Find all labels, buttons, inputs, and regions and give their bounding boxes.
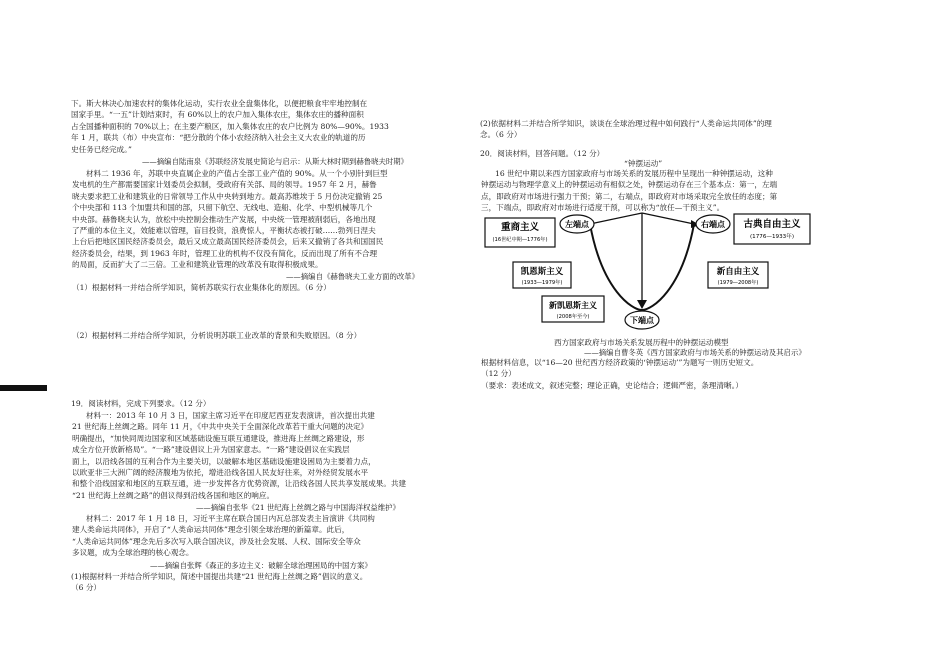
label-neoliberalism: 新自由主义: [716, 267, 760, 277]
question-19-material-two: 材料二：2017 年 1 月 18 日，习近平主席在联合国日内瓦总部发表主旨演讲《共同构 建人类命运共同体》，开启了“人类命运共同体”理念引领全球治理的新篇章。此后， “人类命运共同体”理念先后多次写入联合国决议，涉及社会发展、人权、国际安全等众 多议题，成为全球治理的核心观念。: [72, 514, 375, 558]
material-two-source: ——摘编自《赫鲁晓夫工业方面的改革》: [286, 272, 420, 281]
label-mercantilism: 重商主义: [500, 222, 540, 233]
label-left-point: 左端点: [565, 220, 589, 229]
material-two-text: 材料二 1936 年，苏联中央直属企业的产值占全部工业产值的 90%。从一个小别针到巨型 发电机的生产都需要国家计划委员会拟制，受政府有关部、局的领导。1957 年 2 月，赫鲁 晓夫要求把工业和建筑业的日常领导工作从中央转到地方。最高苏维埃于 5 月份决定撤销 25 个中央部和 113 个加盟共和国的部，只留下航空、无线电、造船、化学、中型机械等几个 中央部。赫鲁晓夫认为，放松中央控制会推动生产发展，中央统一管理被削弱后，各地出现 了严重的本位主义，效能难以管理，盲目投资，浪费惊人，平衡状态被打破……勃列日涅夫 上台后把地区国民经济委员会，最后又成立最高国民经济委员会，后来又撤销了各共和国国民 经济委员会，结果，到 1963 年时，管理工业的机构不仅没有简化，反而出现了所有不合理 的局面，反而扩大了二三倍。工业和建筑业管理的改革没有取得积极成果。: [72, 169, 388, 270]
material-one-source: ——摘编自陆南泉《苏联经济发展史简论与启示：从斯大林时期到赫鲁晓夫时期》: [142, 157, 409, 166]
label-classical-liberalism: 古典自由主义: [743, 219, 801, 230]
arrow-down-icon: [637, 300, 647, 309]
label-classical-period: (1776—1933年): [749, 234, 795, 240]
diagram-caption: 西方国家政府与市场关系发展历程中的钟摆运动模型: [554, 338, 729, 347]
question-20-prompt: 根据材料信息，以“16—20 世纪西方经济政策的‘钟摆运动’”为题写一则历史短文。 （12 分） （要求：表述成文，叙述完整；理论正确，史论结合；逻辑严密，条理清晰。）: [481, 358, 759, 390]
label-mercantilism-period: (16世纪中期—1776年): [492, 237, 548, 243]
label-new-keynesianism-period: (2008年至今): [556, 314, 590, 320]
question-20-material-title: “钟摆运动”: [624, 159, 663, 168]
question-20-title: 20．阅读材料，回答问题。（12 分）: [480, 149, 605, 158]
question-19-2: (2)依据材料二并结合所学知识，谈谈在全球治理过程中如何践行“人类命运共同体”的理 念。（6 分）: [480, 119, 772, 140]
diagram-caption-source: ——摘编自曹冬英《西方国家政府与市场关系的钟摆运动及其启示》: [584, 348, 806, 357]
label-bottom-point: 下端点: [630, 316, 654, 325]
label-keynesianism-period: (1933—1979年): [521, 280, 563, 286]
label-right-point: 右端点: [701, 220, 725, 229]
question-19-material-one: 材料一：2013 年 10 月 3 日，国家主席习近平在印度尼西亚发表演讲，首次提出共建 21 世纪海上丝绸之路。同年 11 月，《中共中央关于全面深化改革若干重大问题的决定》 明确提出，“加快同周边国家和区域基础设施互联互通建设，推进海上丝绸之路建设，形 成全方位开放新格局”。“一路”建设倡议上升为国家意志。“一路”建设倡议在实践层 面上，以沿线各国的互利合作为主要关切，以破解本地区基础设施建设困局为主要着力点， 以欧亚非三大洲广阔的经济腹地为依托，增进沿线各国人民友好往来，对外经贸发展水平 和整个沿线国家和地区的互联互通，进一步发挥各方优势资源，让沿线各国人民共享发展成果。共建 “21 世纪海上丝绸之路”的倡议得到沿线各国和地区的响应。: [72, 411, 407, 500]
material-one-text: 下。斯大林决心加速农村的集体化运动，实行农业全盘集体化，以便把粮食牢牢地控制在 国家手里。“一五”计划结束时，有 60%以上的农户加入集体农庄，集体农庄的播种面积 占全国播种面积的 70%以上；在主要产粮区，加入集体农庄的农户比例为 80%—90%。1933 年 1 月，联共（布）中央宣布：“把分散的个体小农经济纳入社会主义大农业的轨道的历 史任务已经完成。”: [71, 99, 389, 154]
label-new-keynesianism: 新凯恩斯主义: [549, 301, 597, 310]
pendulum-line-right: [642, 213, 694, 224]
question-18-1: （1）根据材料一并结合所学知识，简析苏联实行农业集体化的原因。（6 分）: [72, 283, 331, 292]
question-19-material-one-source: ——摘编自张华《21 世纪海上丝绸之路与中国海洋权益维护》: [196, 503, 400, 512]
question-20-material-text: 16 世纪中期以来西方国家政府与市场关系的发展历程中呈现出一种钟摆运动，这种 钟摆运动与物理学意义上的钟摆运动有相似之处，钟摆运动存在三个基本点：第一，左端 点，即政府对市场进行强力干预；第二，右端点，即政府对市场采取完全放任的态度；第 三，下端点，即政府对市场进行适度干预，可以称为“放任—干预主义”。: [481, 169, 778, 213]
pendulum-diagram: [482, 210, 822, 335]
margin-bar: [0, 385, 47, 391]
pendulum-line-left: [590, 213, 642, 224]
question-19-title: 19．阅读材料，完成下列要求。（12 分）: [71, 399, 211, 408]
question-19-material-two-source: ——摘编自张辉《森正的多边主义：破解全球治理困局的中国方案》: [150, 561, 372, 570]
label-keynesianism: 凯恩斯主义: [520, 267, 564, 277]
label-neoliberalism-period: (1979—2008年): [717, 280, 759, 286]
question-19-1: (1)根据材料一并结合所学知识，简述中国提出共建“21 世纪海上丝绸之路”倡议的意义。 （6 分）: [71, 572, 368, 593]
question-18-2: （2）根据材料二并结合所学知识，分析说明苏联工业改革的背景和失败原因。（8 分）: [72, 331, 362, 340]
